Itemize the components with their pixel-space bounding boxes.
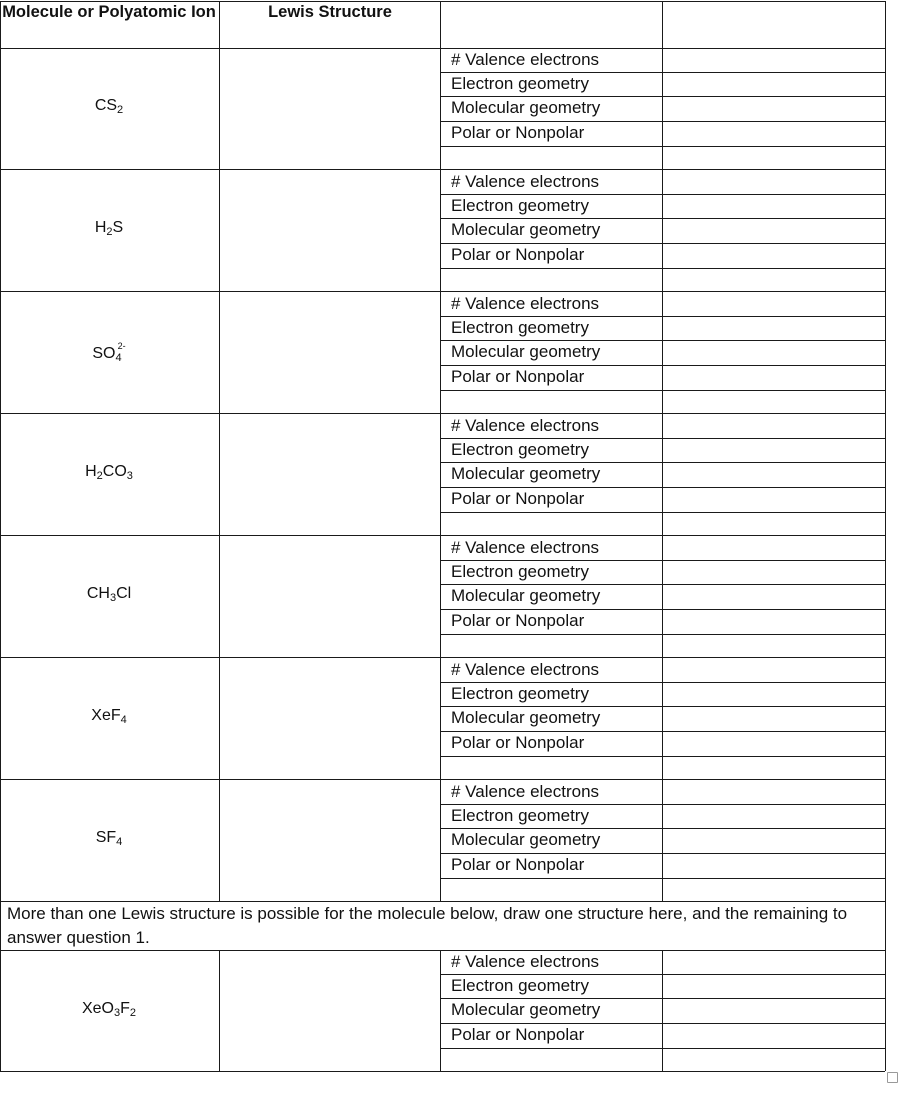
- col-divider-1-lower: [219, 950, 220, 1071]
- molecule-formula: XeF$_4$: [91, 707, 127, 726]
- answer-row-line: [440, 146, 885, 147]
- property-label: Molecular geometry: [451, 586, 601, 605]
- table-left-border: [0, 1, 1, 901]
- property-label: Polar or Nonpolar: [451, 855, 585, 874]
- molecule-formula: $SO_4^{2-}$: [92, 341, 126, 364]
- property-label: Polar or Nonpolar: [451, 733, 585, 752]
- instruction-note: More than one Lewis structure is possible for the molecule below, draw one structure here, and the remaining to answer question 1.: [7, 904, 848, 947]
- answer-row-line: [440, 512, 885, 513]
- property-label: # Valence electrons: [451, 172, 600, 191]
- property-label: Electron geometry: [451, 196, 589, 215]
- table-bottom-border: [0, 1071, 885, 1072]
- molecule-row-border: [0, 535, 885, 536]
- answer-row-line: [440, 1048, 885, 1049]
- property-label: Molecular geometry: [451, 342, 601, 361]
- property-label: # Valence electrons: [451, 538, 600, 557]
- table-top-border: [0, 1, 885, 2]
- col-divider-1: [219, 1, 220, 901]
- molecule-formula: $SF_4$: [95, 829, 123, 848]
- answer-row-line: [440, 756, 885, 757]
- property-label: Molecular geometry: [451, 1000, 601, 1019]
- property-label: # Valence electrons: [451, 416, 600, 435]
- property-label: # Valence electrons: [451, 782, 600, 801]
- property-label: Electron geometry: [451, 74, 589, 93]
- property-label: Electron geometry: [451, 806, 589, 825]
- answer-row-line: [440, 878, 885, 879]
- header-lewis-structure: Lewis Structure: [268, 3, 392, 21]
- property-label: # Valence electrons: [451, 50, 600, 69]
- resize-handle-icon[interactable]: [887, 1072, 898, 1083]
- property-label: Polar or Nonpolar: [451, 367, 585, 386]
- col-divider-3: [662, 1, 663, 901]
- property-label: Polar or Nonpolar: [451, 1025, 585, 1044]
- table-right-border-lower: [885, 950, 886, 1071]
- property-label: Molecular geometry: [451, 98, 601, 117]
- note-left-border: [0, 901, 1, 950]
- molecule-row-border: [0, 291, 885, 292]
- col-divider-2-lower: [440, 950, 441, 1071]
- property-label: Electron geometry: [451, 318, 589, 337]
- property-label: Polar or Nonpolar: [451, 489, 585, 508]
- molecule-row-border: [0, 779, 885, 780]
- molecule-formula: $H_2S$: [94, 219, 124, 238]
- molecule-formula: $CH_3Cl$: [86, 585, 132, 604]
- molecule-formula-last: $XeO_3F_2$: [81, 1000, 137, 1019]
- property-label: Polar or Nonpolar: [451, 611, 585, 630]
- header-molecule: Molecule or Polyatomic Ion: [2, 3, 216, 21]
- molecule-row-border: [0, 413, 885, 414]
- answer-row-line: [440, 634, 885, 635]
- answer-row-line: [440, 390, 885, 391]
- property-label: Electron geometry: [451, 976, 589, 995]
- property-label: Electron geometry: [451, 684, 589, 703]
- property-label: # Valence electrons: [451, 952, 600, 971]
- col-divider-3-lower: [662, 950, 663, 1071]
- property-label: Electron geometry: [451, 440, 589, 459]
- property-label: Molecular geometry: [451, 220, 601, 239]
- property-label: Molecular geometry: [451, 464, 601, 483]
- note-bottom-border: [0, 950, 885, 951]
- answer-row-line: [440, 268, 885, 269]
- property-label: # Valence electrons: [451, 294, 600, 313]
- property-label: Electron geometry: [451, 562, 589, 581]
- table-right-border: [885, 1, 886, 901]
- property-label: Molecular geometry: [451, 830, 601, 849]
- property-label: Molecular geometry: [451, 708, 601, 727]
- property-label: Polar or Nonpolar: [451, 245, 585, 264]
- molecule-formula: $CS_2$: [94, 97, 124, 116]
- property-label: Polar or Nonpolar: [451, 123, 585, 142]
- note-right-border: [885, 901, 886, 950]
- molecule-row-border: [0, 657, 885, 658]
- molecule-row-border: [0, 169, 885, 170]
- property-label: # Valence electrons: [451, 660, 600, 679]
- header-bottom-border: [0, 48, 885, 49]
- molecule-formula: $H_2CO_3$: [85, 463, 133, 482]
- col-divider-2: [440, 1, 441, 901]
